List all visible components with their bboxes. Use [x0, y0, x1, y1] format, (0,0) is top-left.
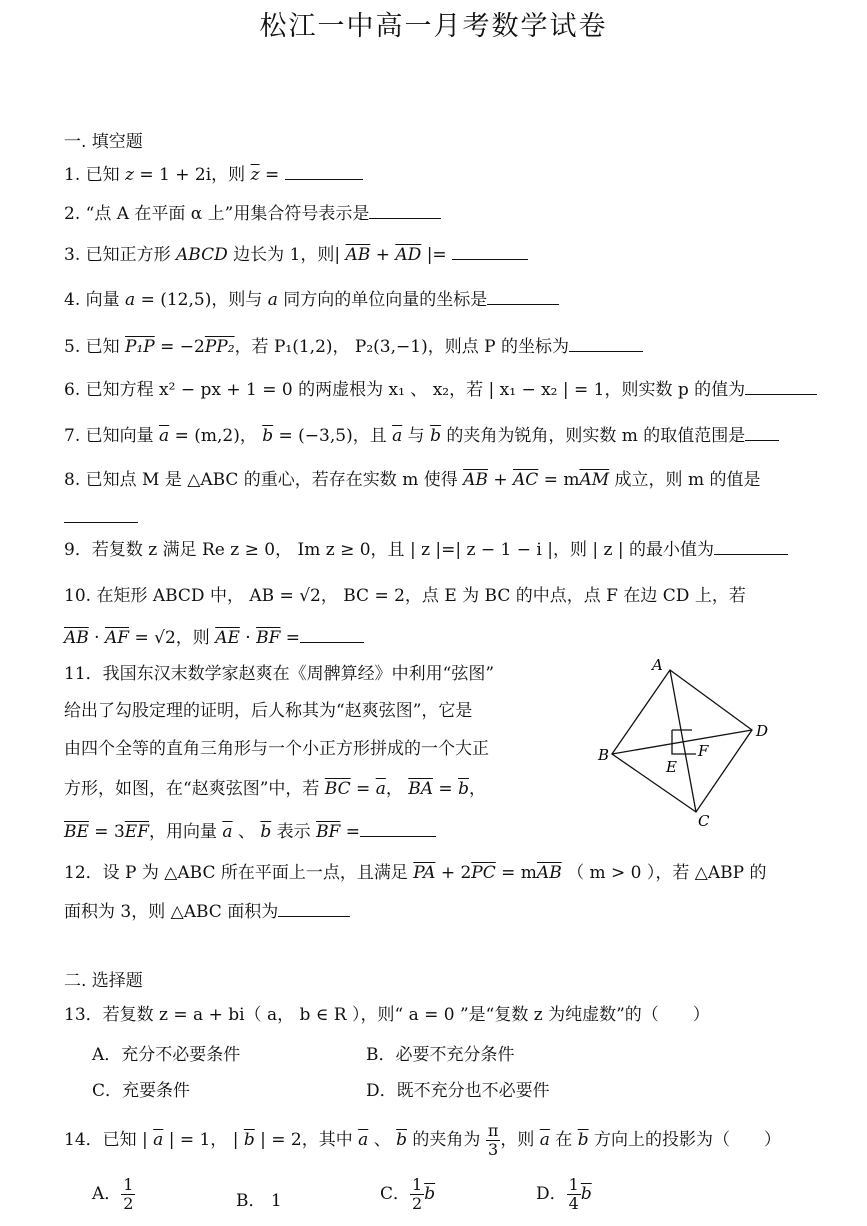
- section-fill-blank: 一. 填空题: [64, 132, 143, 152]
- answer-blank[interactable]: [360, 820, 436, 837]
- answer-blank[interactable]: [569, 335, 643, 352]
- label-b: B: [598, 746, 610, 764]
- question-12: 12．设 P 为 △ABC 所在平面上一点，且满足 $\overline{PA} + 2\overline{PC} = m\overline{AB}$ （ m > 0 ），若 △ABP 的: [64, 863, 767, 883]
- question-6: 6. 已知方程 x² − px + 1 = 0 的两虚根为 x₁ 、 x₂，若 | x₁ − x₂ | = 1，则实数 p 的值为: [64, 378, 817, 401]
- question-9: 9．若复数 z 满足 Re z ≥ 0， Im z ≥ 0，且 | z |=| z − 1 − i |，则 | z | 的最小值为: [64, 538, 788, 561]
- q13-option-a[interactable]: A．充分不必要条件: [92, 1045, 241, 1065]
- answer-blank[interactable]: [64, 506, 138, 523]
- answer-blank[interactable]: [300, 626, 364, 643]
- label-e: E: [666, 758, 677, 776]
- question-10-line-2: $\overline{AB} \cdot \overline{AF} = √2$，则 $\overline{AE} \cdot \overline{BF}$ =: [64, 626, 364, 649]
- q14-option-a[interactable]: A． $\frac{1}{2}$: [92, 1175, 134, 1213]
- question-3: 3. 已知正方形 ABCD 边长为 1，则| $\overline{AB} + \overline{AD}$ |=: [64, 243, 528, 266]
- q14-option-b[interactable]: B． 1: [236, 1191, 282, 1211]
- answer-blank[interactable]: [745, 378, 817, 395]
- question-11-line-2: 给出了勾股定理的证明，后人称其为“赵爽弦图”，它是: [64, 701, 473, 721]
- q14-option-d[interactable]: D． $\frac{1}{4}$ $\overline{b}$: [536, 1175, 592, 1213]
- q13-option-b[interactable]: B．必要不充分条件: [366, 1045, 515, 1065]
- zhao-shuang-chord-figure: [596, 656, 776, 832]
- answer-blank[interactable]: [714, 538, 788, 555]
- question-8-blank-line: [64, 506, 138, 529]
- question-1: 1. 已知 z = 1 + 2i，则 $\overline{z}$ =: [64, 163, 363, 186]
- question-11-line-1: 11．我国东汉末数学家赵爽在《周髀算经》中利用“弦图”: [64, 664, 495, 684]
- question-7: 7. 已知向量 $\overline{a} = (m,2)$， $\overline{b} = (-3,5)$，且 $\overline{a}$ 与 $\overline{b}$ 的夹角为锐角，则实数 m 的取值范围是: [64, 424, 779, 447]
- section-multiple-choice: 二. 选择题: [64, 971, 143, 991]
- q13-option-c[interactable]: C．充要条件: [92, 1081, 191, 1101]
- question-8: 8. 已知点 M 是 △ABC 的重心，若存在实数 m 使得 $\overline{AB} + \overline{AC} = m\overline{AM}$ 成立，则 m 的值是: [64, 470, 761, 490]
- answer-blank[interactable]: [745, 424, 779, 441]
- answer-blank[interactable]: [285, 163, 363, 180]
- label-c: C: [698, 812, 710, 830]
- question-11-line-3: 由四个全等的直角三角形与一个小正方形拼成的一个大正: [64, 739, 489, 759]
- q13-option-d[interactable]: D．既不充分也不必要件: [366, 1081, 550, 1101]
- page-title: 松江一中高一月考数学试卷: [259, 11, 608, 42]
- question-12-line-2: 面积为 3，则 △ABC 面积为: [64, 900, 350, 923]
- question-2: 2. “点 A 在平面 α 上”用集合符号表示是: [64, 202, 441, 225]
- answer-blank[interactable]: [487, 288, 559, 305]
- q14-option-c[interactable]: C． $\frac{1}{2}$ $\overline{b}$: [380, 1175, 436, 1213]
- answer-blank[interactable]: [369, 202, 441, 219]
- segment-a-c: [670, 670, 696, 812]
- label-a: A: [652, 656, 663, 674]
- answer-blank[interactable]: [278, 900, 350, 917]
- outer-square: [612, 670, 752, 812]
- question-11-line-4: 方形，如图，在“赵爽弦图”中，若 $\overline{BC} = \overline{a}$， $\overline{BA} = \overline{b}$，: [64, 779, 486, 799]
- question-5: 5. 已知 P₁P = −2PP₂，若 P₁(1,2)， P₂(3,−1)，则点 P 的坐标为: [64, 335, 643, 358]
- answer-blank[interactable]: [452, 243, 528, 260]
- label-f: F: [698, 742, 709, 760]
- question-11-line-5: $\overline{BE} = 3\overline{EF}$，用向量 $\overline{a}$ 、 $\overline{b}$ 表示 $\overline{BF}$ =: [64, 820, 436, 843]
- question-4: 4. 向量 a = (12,5)，则与 a 同方向的单位向量的坐标是: [64, 288, 559, 311]
- question-10: 10. 在矩形 ABCD 中， AB = √2， BC = 2，点 E 为 BC 的中点，点 F 在边 CD 上，若: [64, 586, 746, 606]
- question-14: 14．已知 | $\overline{a}$ | = 1， | $\overline{b}$ | = 2，其中 $\overline{a}$ 、 $\overline{b}$ 的夹角为 $\frac{\pi}{3}$ ，则 $\overline{a}$ 在 $\overline{b}$ 方向上的投影为（ ）: [64, 1121, 781, 1159]
- question-13: 13．若复数 z = a + bi（ a， b ∈ R ），则“ a = 0 ”是“复数 z 为纯虚数”的（ ）: [64, 1005, 710, 1025]
- fraction-pi-over-3: $\frac{\pi}{3}$: [487, 1121, 499, 1159]
- label-d: D: [756, 722, 769, 740]
